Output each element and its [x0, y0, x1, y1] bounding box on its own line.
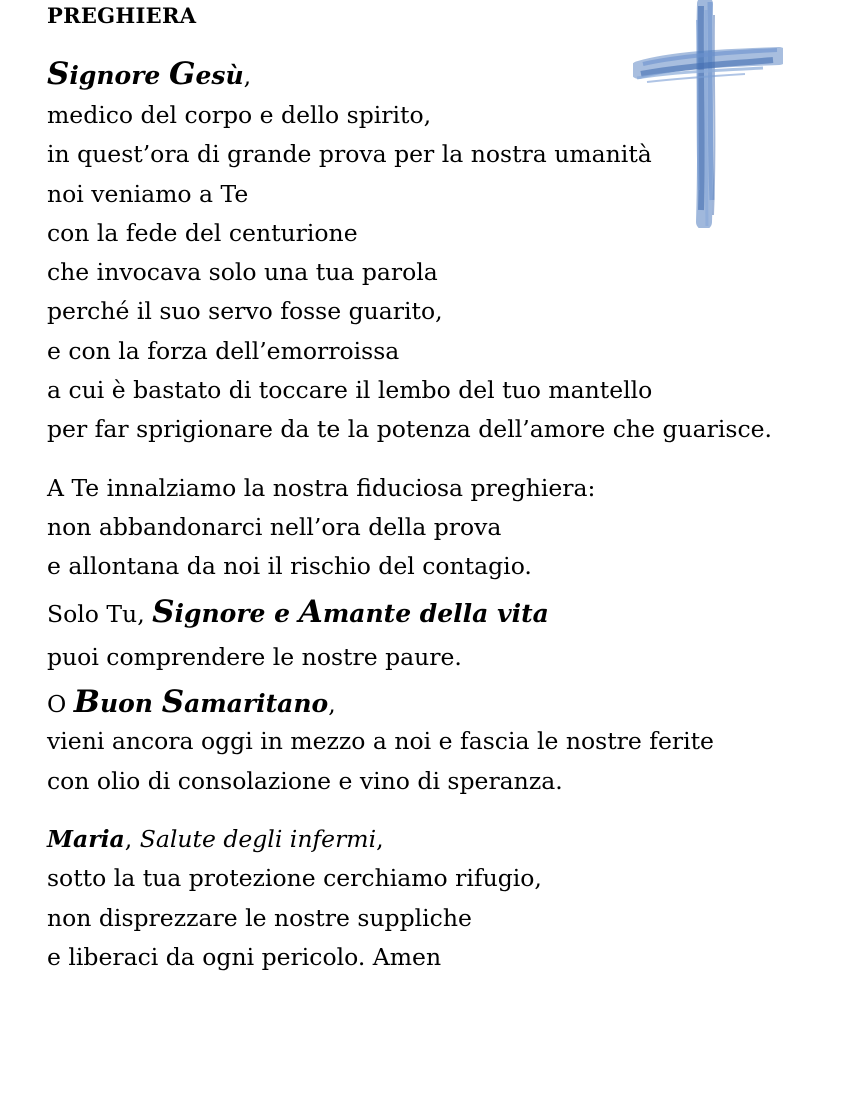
verse-line: perché il suo servo fosse guarito,	[47, 297, 443, 326]
verse-line: e con la forza dell’emorroissa	[47, 336, 400, 365]
lord-of-life-name: Signore e Amante della vita	[152, 593, 549, 630]
verse-line: A Te innalziamo la nostra fiduciosa preghiera:	[47, 473, 596, 502]
page-heading: PREGHIERA	[47, 3, 197, 28]
verse-line: con olio di consolazione e vino di speranza.	[47, 766, 563, 795]
maria-line: Maria, Salute degli infermi,	[47, 825, 384, 854]
verse-line: per far sprigionare da te la potenza dell’amore che guarisce.	[47, 415, 772, 444]
solo-tu-line: Solo Tu, Signore e Amante della vita	[47, 593, 549, 630]
samaritan-name: Buon Samaritano	[73, 684, 329, 721]
verse-line: puoi comprendere le nostre paure.	[47, 642, 462, 671]
verse-line: noi veniamo a Te	[47, 179, 249, 208]
invocation-name: Signore Gesù	[47, 56, 244, 92]
maria-title: Salute degli infermi	[139, 825, 377, 854]
prayer-body	[47, 48, 837, 977]
verse-line: che invocava solo una tua parola	[47, 258, 438, 287]
samaritan-line: O Buon Samaritano,	[47, 684, 336, 721]
verse-line: e liberaci da ogni pericolo. Amen	[47, 942, 442, 971]
verse-line: a cui è bastato di toccare il lembo del tuo mantello	[47, 376, 653, 405]
verse-line: vieni ancora oggi in mezzo a noi e fascia le nostre ferite	[47, 727, 714, 756]
verse-line: e allontana da noi il rischio del contagio.	[47, 552, 532, 581]
verse-line: non abbandonarci nell’ora della prova	[47, 512, 502, 541]
verse-line: sotto la tua protezione cerchiamo rifugio,	[47, 864, 542, 893]
verse-line: medico del corpo e dello spirito,	[47, 101, 432, 129]
verse-line: non disprezzare le nostre suppliche	[47, 903, 472, 932]
maria-name: Maria	[47, 825, 125, 854]
verse-line: con la fede del centurione	[47, 218, 358, 247]
verse-line: in quest’ora di grande prova per la nostra umanità	[47, 140, 652, 169]
invocation-line: Signore Gesù,	[47, 56, 252, 92]
